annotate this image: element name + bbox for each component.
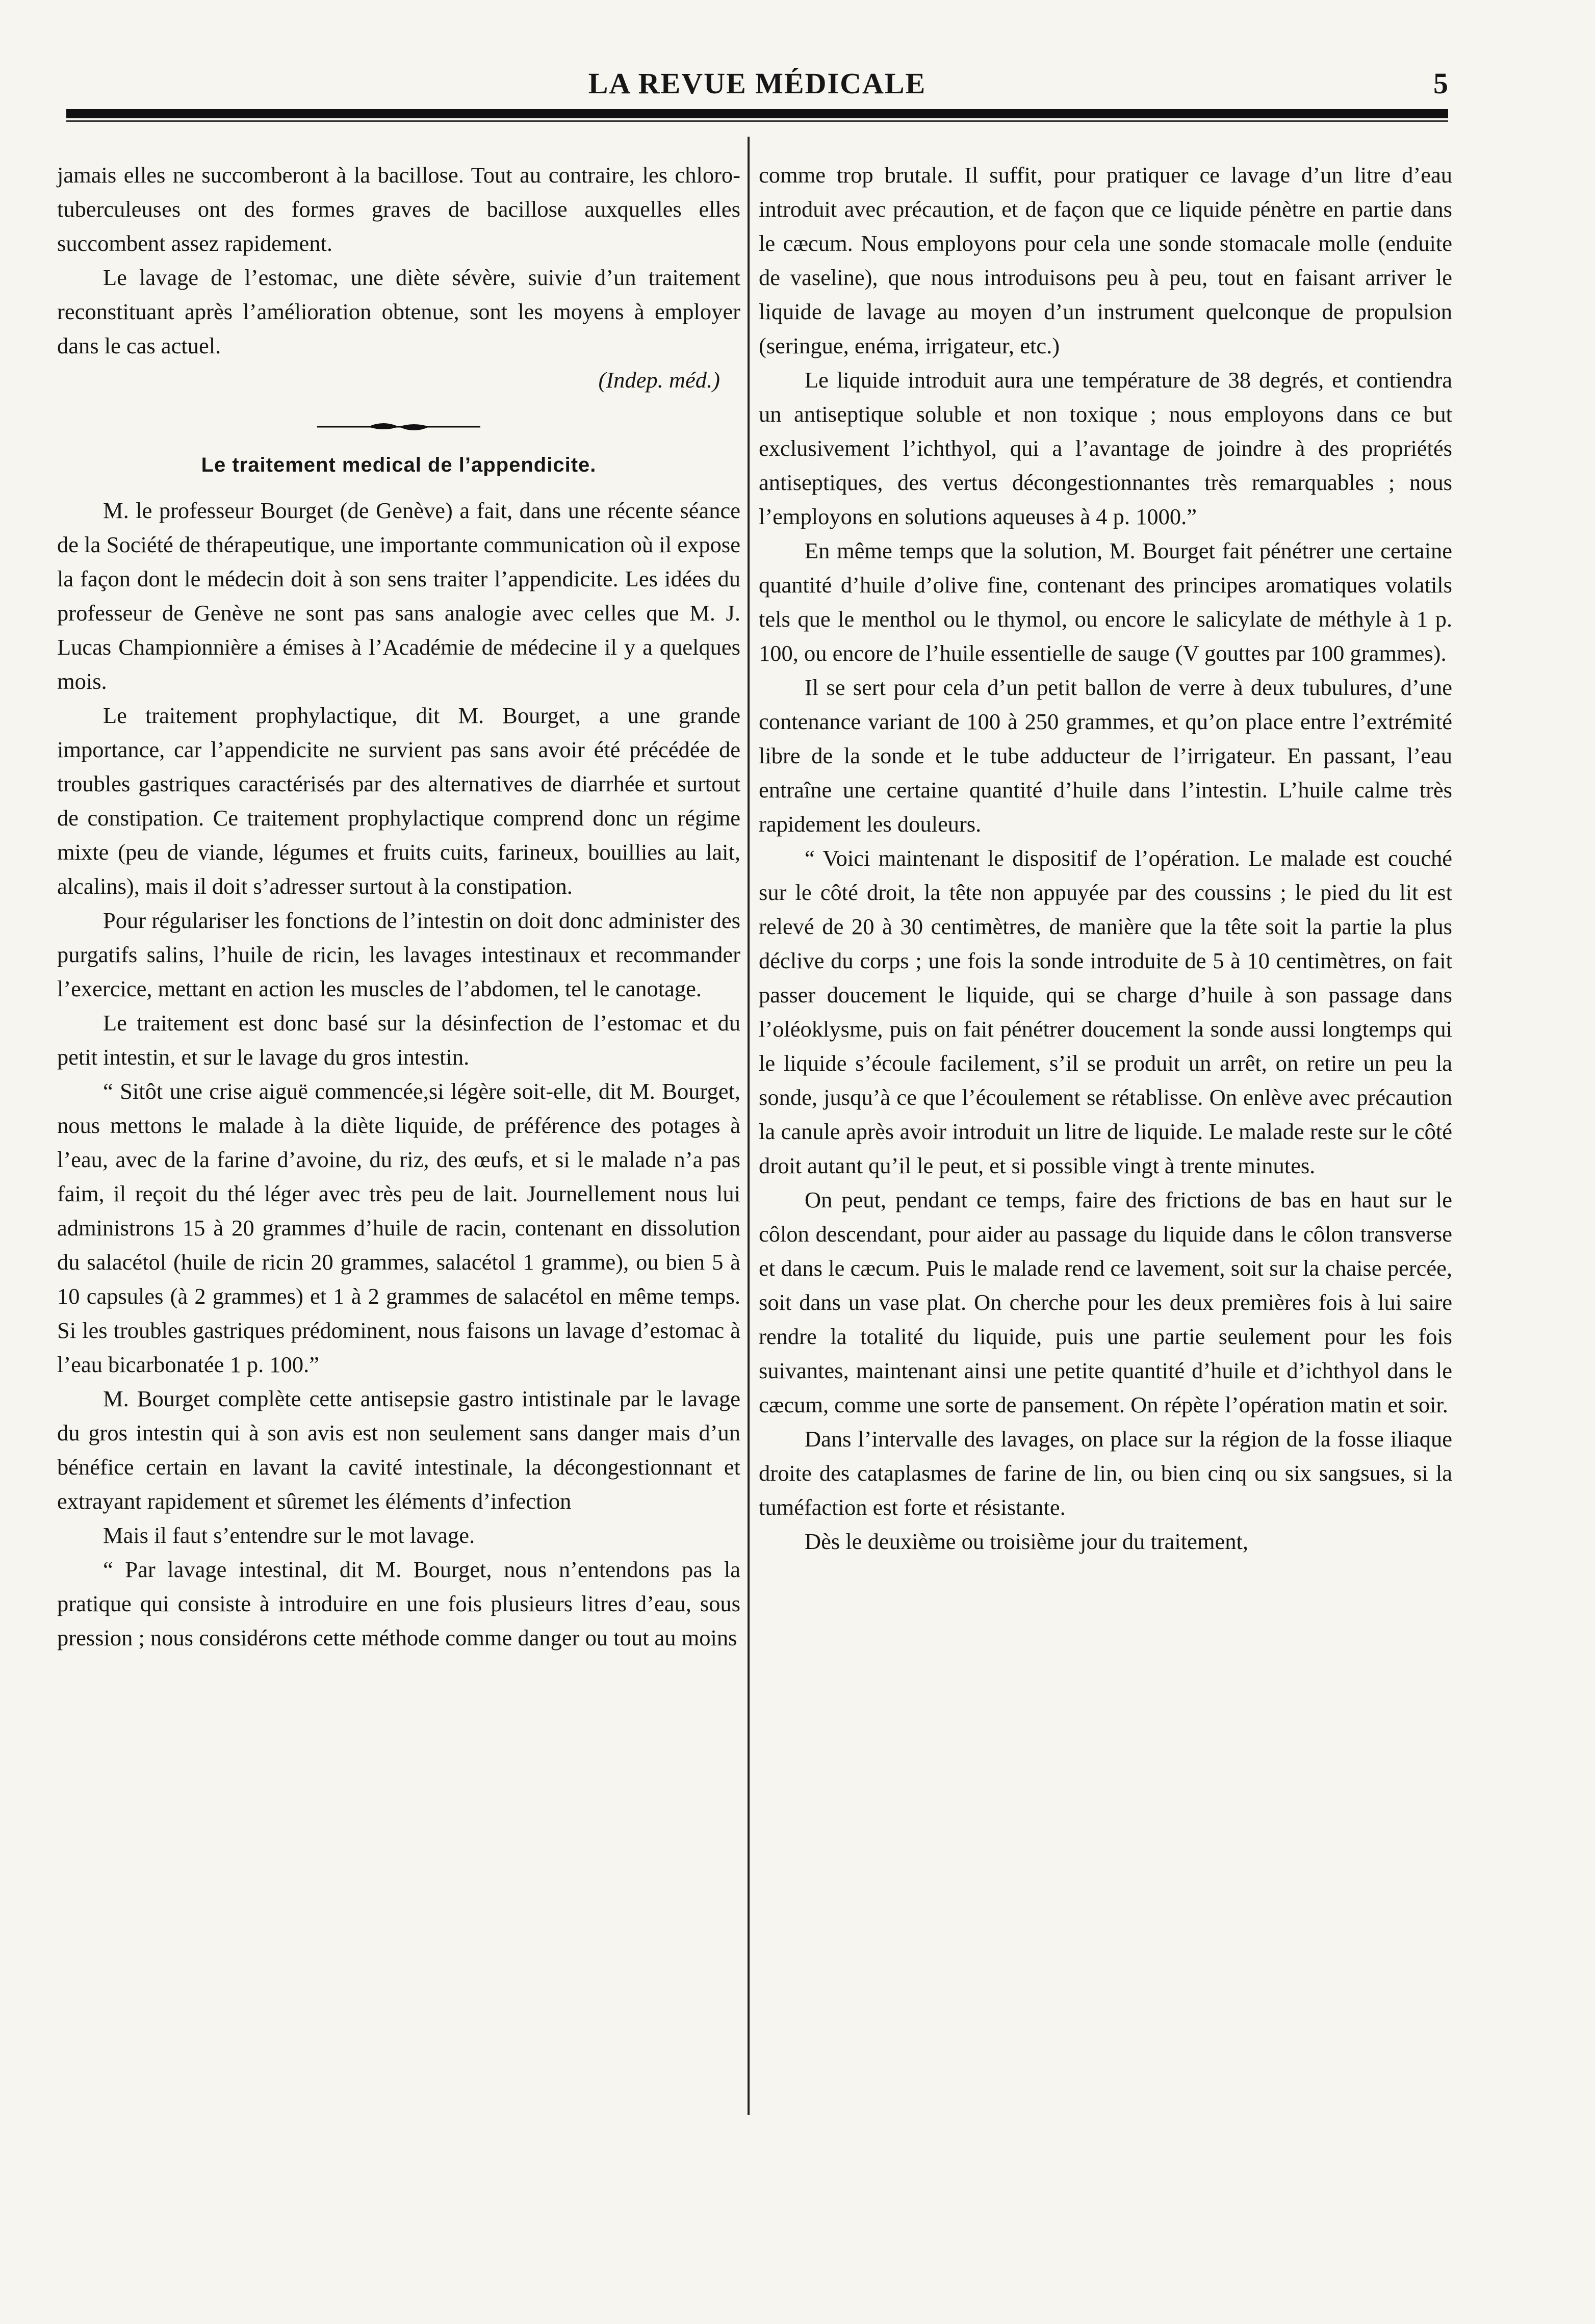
paragraph: Dans l’intervalle des lavages, on place sur la région de la fosse iliaque droite des cataplasmes de farine de lin, ou bien cinq ou six sangsues, si la tuméfaction est forte et résistante. xyxy=(759,1426,1452,1520)
paragraph: Le traitement prophylactique, dit M. Bourget, a une grande importance, car l’appendicite ne survient pas sans avoir été précédée de troubles gastriques caractérisés par des alternatives de diarrhée et surtout de constipation. Ce traitement prophylactique comprend donc un régime mixte (peu de viande, légumes et fruits cuits, farineux, bouillies au lait, alcalins), mais il doit s’adresser surtout à la constipation. xyxy=(57,703,740,899)
source-citation: (Indep. méd.) xyxy=(598,367,720,393)
paragraph: “ Par lavage intestinal, dit M. Bourget, nous n’entendons pas la pratique qui consiste à introduire en une fois plusieurs litres d’eau, sous pression ; nous considérons cette méthode comme danger ou tout au moins xyxy=(57,1557,740,1650)
section-title: Le traitement medical de l’appendicite. xyxy=(201,454,597,476)
paragraph: Il se sert pour cela d’un petit ballon de verre à deux tubulures, d’une contenance variant de 100 à 250 grammes, et qu’on place entre l’extrémité libre de la sonde et le tube adducteur de l’irrigateur. En passant, l’eau entraîne une certaine quantité d’huile dans l’intestin. L’huile calme très rapidement les douleurs. xyxy=(759,675,1452,837)
paragraph: comme trop brutale. Il suffit, pour pratiquer ce lavage d’un litre d’eau introduit avec précaution, et de façon que ce liquide pénètre en partie dans le cæcum. Nous employons pour cela une sonde stomacale molle (enduite de vaseline), que nous introduisons peu à peu, tout en faisant arriver le liquide de lavage au moyen d’un instrument quelconque de propulsion (seringue, enéma, irrigateur, etc.) xyxy=(759,162,1452,358)
page-number: 5 xyxy=(1433,67,1448,100)
paragraph: M. Bourget complète cette antisepsie gastro intistinale par le lavage du gros intestin qui à son avis est non seulement sans danger mais d’un bénéfice certain en lavant la cavité intestinale, la décongestionnant et extrayant rapidement et sûremet les éléments d’infection xyxy=(57,1386,740,1514)
left-column xyxy=(57,158,740,1655)
page-header xyxy=(66,66,1448,107)
paragraph: “ Voici maintenant le dispositif de l’opération. Le malade est couché sur le côté droit, la tête non appuyée par des coussins ; le pied du lit est relevé de 20 à 30 centimètres, de manière que la tête soit la partie la plus déclive du corps ; une fois la sonde introduite de 5 à 10 centimètres, on fait passer doucement le liquide, qui se charge d’huile à son passage dans l’oléoklysme, puis on fait pénétrer doucement la sonde aussi longtemps qui le liquide s’écoule facilement, s’il se produit un arrêt, on retire un peu la sonde, jusqu’à ce que l’écoulement se rétablisse. On enlève avec précaution la canule après avoir introduit un litre de liquide. Le malade reste sur le côté droit autant qu’il le peut, et si possible vingt à trente minutes. xyxy=(759,845,1452,1178)
header-rule-thick xyxy=(66,109,1448,118)
paragraph: On peut, pendant ce temps, faire des frictions de bas en haut sur le côlon descendant, pour aider au passage du liquide dans le côlon transverse et dans le cæcum. Puis le malade rend ce lavement, soit sur la chaise percée, soit dans un vase plat. On cherche pour les deux premières fois à lui saire rendre la totalité du liquide, puis une partie seulement pour les fois suivantes, maintenant ainsi une petite quantité d’huile et d’ichthyol dans le cæcum, comme une sorte de pansement. On répète l’opération matin et soir. xyxy=(759,1187,1452,1417)
header-rule-thin xyxy=(66,120,1448,122)
paragraph: Le lavage de l’estomac, une diète sévère, suivie d’un traitement reconstituant après l’amélioration obtenue, sont les moyens à employer dans le cas actuel. xyxy=(57,265,740,358)
paragraph: Dès le deuxième ou troisième jour du traitement, xyxy=(805,1529,1248,1554)
column-divider xyxy=(748,137,750,2115)
paragraph: Le traitement est donc basé sur la désinfection de l’estomac et du petit intestin, et sur le lavage du gros intestin. xyxy=(57,1010,740,1070)
right-column xyxy=(759,158,1452,1559)
paragraph: Le liquide introduit aura une température de 38 degrés, et contiendra un antiseptique soluble et non toxique ; nous employons dans ce but exclusivement l’ichthyol, qui a l’avantage de joindre à des propriétés antiseptiques, des vertus décongestionnantes très remarquables ; nous l’employons en solutions aqueuses à 4 p. 1000.” xyxy=(759,367,1452,529)
paragraph: M. le professeur Bourget (de Genève) a fait, dans une récente séance de la Société de thérapeutique, une importante communication où il expose la façon dont le médecin doit à son sens traiter l’appendicite. Les idées du professeur de Genève ne sont pas sans analogie avec celles que M. J. Lucas Championnière a émises à l’Académie de médecine il y a quelques mois. xyxy=(57,498,740,694)
paragraph: jamais elles ne succomberont à la bacillose. Tout au contraire, les chloro-tuberculeuses ont des formes graves de bacillose auxquelles elles succombent assez rapidement. xyxy=(57,162,740,256)
running-title: LA REVUE MÉDICALE xyxy=(588,67,927,100)
paragraph: En même temps que la solution, M. Bourget fait pénétrer une certaine quantité d’huile d’olive fine, contenant des principes aromatiques volatils tels que le menthol ou le thymol, ou encore le salicylate de méthyle à 1 p. 100, ou encore de l’huile essentielle de sauge (V gouttes par 100 grammes). xyxy=(759,538,1452,666)
paragraph: “ Sitôt une crise aiguë commencée,si légère soit-elle, dit M. Bourget, nous mettons le malade à la diète liquide, de préférence des potages à l’eau, avec de la farine d’avoine, du riz, des œufs, et si le malade n’a pas faim, il reçoit du thé léger avec très peu de lait. Journellement nous lui administrons 15 à 20 grammes d’huile de racin, contenant en dissolution du salacétol (huile de ricin 20 grammes, salacétol 1 gramme), ou bien 5 à 10 capsules (à 2 grammes) et 1 à 2 grammes de salacétol en même temps. Si les troubles gastriques prédominent, nous faisons un lavage d’estomac à l’eau bicarbonatée 1 p. 100.” xyxy=(57,1078,740,1377)
section-ornament xyxy=(307,416,491,438)
paragraph: Mais il faut s’entendre sur le mot lavage. xyxy=(103,1522,475,1548)
paragraph: Pour régulariser les fonctions de l’intestin on doit donc administer des purgatifs salins, l’huile de ricin, les lavages intestinaux et recommander l’exercice, mettant en action les muscles de l’abdomen, tel le canotage. xyxy=(57,908,740,1001)
